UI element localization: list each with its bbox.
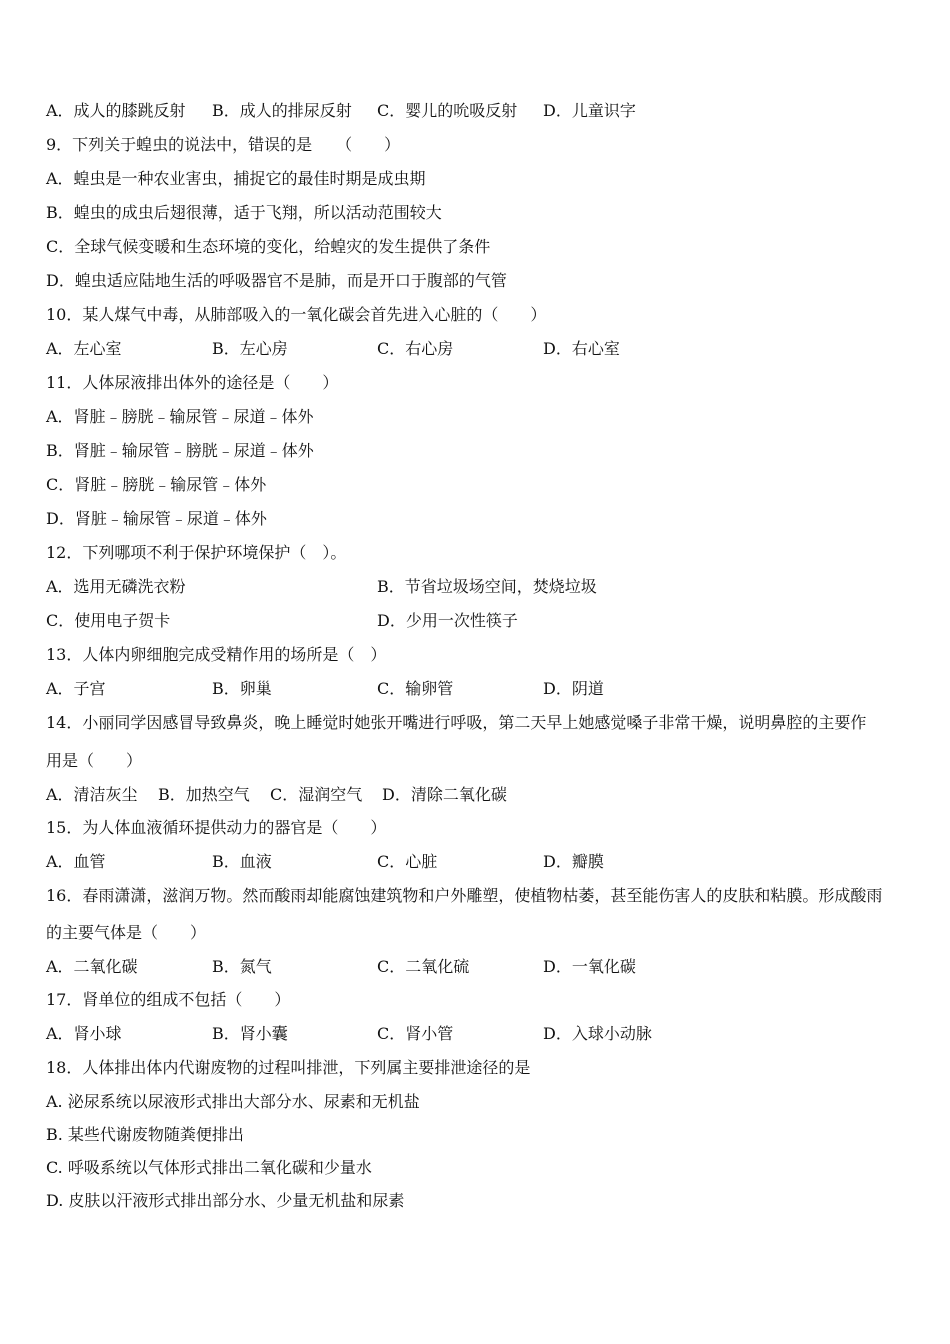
q8-option-c: C．婴儿的吮吸反射: [377, 101, 518, 120]
q14-stem-line2: 用是（ ）: [46, 751, 143, 770]
q16-options: [46, 957, 906, 977]
q13-option-b: B．卵巢: [212, 679, 272, 698]
q8-option-d: D．儿童识字: [543, 101, 636, 120]
q17-option-d: D．入球小动脉: [543, 1024, 652, 1043]
q14-option-d: D．清除二氧化碳: [382, 785, 507, 804]
q17-stem: 17．肾单位的组成不包括（ ）: [46, 990, 291, 1009]
q16-option-d: D．一氧化碳: [543, 957, 636, 976]
q11-option-b: B．肾脏﹣输尿管﹣膀胱﹣尿道﹣体外: [46, 441, 314, 460]
q17-option-a: A．肾小球: [46, 1024, 122, 1043]
q9-option-d: D．蝗虫适应陆地生活的呼吸器官不是肺，而是开口于腹部的气管: [46, 271, 507, 290]
q9-option-a: A．蝗虫是一种农业害虫，捕捉它的最佳时期是成虫期: [46, 169, 426, 188]
q18-stem: 18．人体排出体内代谢废物的过程叫排泄，下列属主要排泄途径的是: [46, 1058, 531, 1077]
q15-option-c: C．心脏: [377, 852, 438, 871]
q16-option-c: C．二氧化硫: [377, 957, 470, 976]
q12-option-d: D．少用一次性筷子: [377, 611, 518, 630]
q16-stem-line2: 的主要气体是（ ）: [46, 923, 207, 942]
q14-option-b: B．加热空气: [158, 785, 250, 804]
q10-option-d: D．右心室: [543, 339, 620, 358]
q14-stem-line1: 14．小丽同学因感冒导致鼻炎，晚上睡觉时她张开嘴进行呼吸，第二天早上她感觉嗓子非常干燥，说明鼻腔的主要作: [46, 713, 867, 732]
q10-option-c: C．右心房: [377, 339, 454, 358]
q13-option-d: D．阴道: [543, 679, 604, 698]
q10-stem: 10．某人煤气中毒，从肺部吸入的一氧化碳会首先进入心脏的（ ）: [46, 305, 547, 324]
q15-option-a: A．血管: [46, 852, 106, 871]
q14-option-a: A．清洁灰尘: [46, 785, 138, 804]
q12-option-a: A．选用无磷洗衣粉: [46, 577, 186, 596]
q9-option-b: B．蝗虫的成虫后翅很薄，适于飞翔，所以活动范围较大: [46, 203, 442, 222]
q11-option-a: A．肾脏﹣膀胱﹣输尿管﹣尿道﹣体外: [46, 407, 314, 426]
q15-options: [46, 852, 906, 872]
q16-option-a: A．二氧化碳: [46, 957, 138, 976]
q13-option-c: C．输卵管: [377, 679, 454, 698]
q11-option-c: C．肾脏﹣膀胱﹣输尿管﹣体外: [46, 475, 267, 494]
q8-option-a: A．成人的膝跳反射: [46, 101, 186, 120]
q11-stem: 11．人体尿液排出体外的途径是（ ）: [46, 373, 339, 392]
q15-option-b: B．血液: [212, 852, 272, 871]
q15-stem: 15．为人体血液循环提供动力的器官是（ ）: [46, 818, 387, 837]
q13-stem: 13．人体内卵细胞完成受精作用的场所是（ ）: [46, 645, 387, 664]
q12-options-row1: [46, 577, 906, 597]
q14-option-c: C．湿润空气: [270, 785, 363, 804]
q18-option-c: C. 呼吸系统以气体形式排出二氧化碳和少量水: [46, 1158, 372, 1177]
q10-options: [46, 339, 906, 359]
q14-options: [46, 785, 906, 805]
q18-option-a: A. 泌尿系统以尿液形式排出大部分水、尿素和无机盐: [46, 1092, 420, 1111]
q16-stem-line1: 16．春雨潇潇，滋润万物。然而酸雨却能腐蚀建筑物和户外雕塑，使植物枯萎，甚至能伤害人的皮肤和粘膜。形成酸雨: [46, 886, 883, 905]
q18-option-b: B. 某些代谢废物随粪便排出: [46, 1125, 244, 1144]
q9-stem: 9．下列关于蝗虫的说法中，错误的是 （ ）: [46, 135, 401, 154]
q11-option-d: D．肾脏﹣输尿管﹣尿道﹣体外: [46, 509, 267, 528]
q17-option-c: C．肾小管: [377, 1024, 454, 1043]
q12-stem: 12．下列哪项不利于保护环境保护（ ）。: [46, 543, 347, 562]
q13-option-a: A．子宫: [46, 679, 106, 698]
q13-options: [46, 679, 906, 699]
q10-option-a: A．左心室: [46, 339, 122, 358]
q17-options: [46, 1024, 906, 1044]
q8-option-b: B．成人的排尿反射: [212, 101, 352, 120]
q17-option-b: B．肾小囊: [212, 1024, 288, 1043]
q12-option-b: B．节省垃圾场空间，焚烧垃圾: [377, 577, 597, 596]
q18-option-d: D. 皮肤以汗液形式排出部分水、少量无机盐和尿素: [46, 1191, 405, 1210]
q9-option-c: C．全球气候变暖和生态环境的变化，给蝗灾的发生提供了条件: [46, 237, 491, 256]
q16-option-b: B．氮气: [212, 957, 272, 976]
q10-option-b: B．左心房: [212, 339, 288, 358]
q15-option-d: D．瓣膜: [543, 852, 604, 871]
q12-option-c: C．使用电子贺卡: [46, 611, 171, 630]
q8-options: [46, 101, 906, 121]
q12-options-row2: [46, 611, 906, 631]
